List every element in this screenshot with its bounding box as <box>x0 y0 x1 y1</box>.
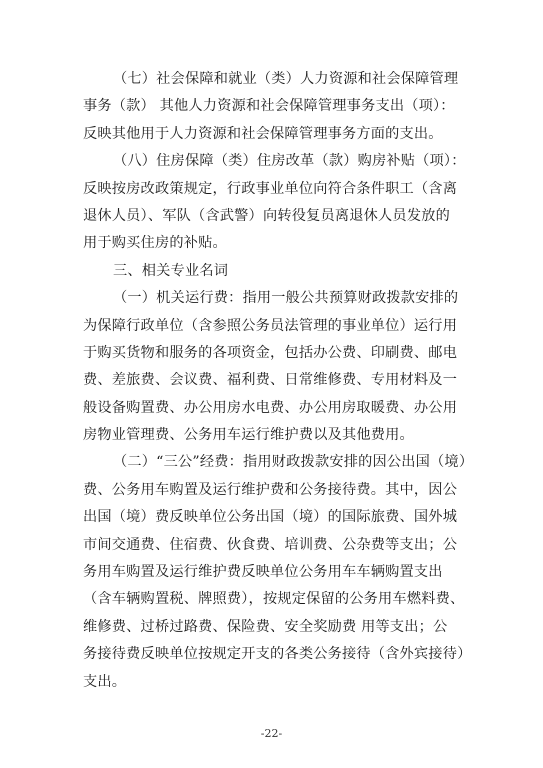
para-8-line-3: 退休人员）、军队（含武警）向转役复员离退休人员发放的 <box>83 207 450 224</box>
term-1-line-6: 房物业管理费、公务用车运行维护费以及其他费用。 <box>83 427 414 444</box>
term-1-line-4: 费、差旅费、会议费、福利费、日常维修费、专用材料及一 <box>83 372 458 389</box>
term-2-line-9: 支出。 <box>83 673 127 690</box>
term-2-line-5: 务用车购置及运行维护费反映单位公务用车车辆购置支出 <box>83 564 443 581</box>
term-1-line-5: 般设备购置费、办公用房水电费、办公用房取暖费、办公用 <box>83 399 458 416</box>
term-2-line-3: 出国（境）费反映单位公务出国（境）的国际旅费、国外城 <box>83 509 458 526</box>
para-7-line-1: （七）社会保障和就业（类）人力资源和社会保障管理 <box>113 71 459 87</box>
term-2-line-4: 市间交通费、住宿费、伙食费、培训费、公杂费等支出；公 <box>83 536 458 553</box>
para-8-line-2: 反映按房改政策规定，行政事业单位向符合条件职工（含离 <box>83 180 458 197</box>
para-8-line-1: （八）住房保障（类）住房改革（款）购房补贴（项）： <box>113 153 466 170</box>
section-heading-3: 三、相关专业名词 <box>113 262 229 279</box>
term-1-line-1: （一）机关运行费：指用一般公共预算财政拨款安排的 <box>113 290 459 307</box>
page-number: -22- <box>260 727 283 740</box>
term-2-line-2: 费、公务用车购置及运行维护费和公务接待费。其中，因公 <box>83 481 458 498</box>
term-2-line-7: 维修费、过桥过路费、保险费、安全奖励费 用等支出；公 <box>83 618 448 635</box>
para-8-line-4: 用于购买住房的补贴。 <box>83 235 227 252</box>
term-2-line-1: （二）“三公”经费：指用财政拨款安排的因公出国（境） <box>113 454 474 471</box>
term-1-line-2: 为保障行政单位（含参照公务员法管理的事业单位）运行用 <box>83 317 458 334</box>
body-text <box>83 66 474 696</box>
term-1-line-3: 于购买货物和服务的各项资金，包括办公费、印刷费、邮电 <box>83 344 458 361</box>
term-2-line-6: （含车辆购置税、牌照费），按规定保留的公务用车燃料费、 <box>83 591 465 608</box>
para-7-line-2: 事务（款） 其他人力资源和社会保障管理事务支出（项）： <box>83 98 455 115</box>
para-7-line-3: 反映其他用于人力资源和社会保障管理事务方面的支出。 <box>83 125 443 142</box>
term-2-line-8: 务接待费反映单位按规定开支的各类公务接待（含外宾接待） <box>83 646 472 663</box>
